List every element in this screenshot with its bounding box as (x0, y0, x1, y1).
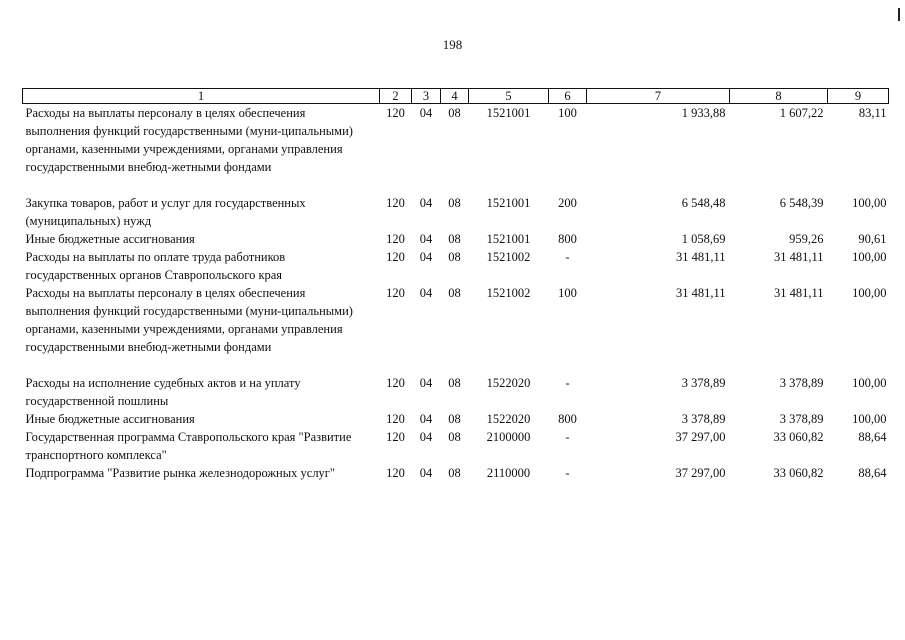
code-cell: 2110000 (486, 466, 531, 480)
code-cell: 04 (419, 286, 433, 300)
expense-description: Расходы на выплаты персоналу в целях обеспечения выполнения функций государственными (муни-ципальными) органами, казенными учреждениями, органами управления государственными внебюд-жетными фондами (25, 286, 353, 354)
code-cell: 1521002 (486, 250, 531, 264)
code-cell: 120 (386, 196, 405, 210)
code-cell: 120 (386, 106, 405, 120)
column-header-7: 7 (587, 89, 730, 104)
code-cell: 1522020 (486, 376, 531, 390)
code-cell: 04 (419, 250, 433, 264)
amount-cell: 1 607,22 (779, 106, 824, 120)
amount-cell: 33 060,82 (773, 430, 824, 444)
expense-description: Расходы на выплаты по оплате труда работников государственных органов Ставропольского края (25, 250, 286, 282)
column-header-6: 6 (549, 89, 587, 104)
code-cell: 08 (448, 196, 461, 210)
code-cell: 120 (386, 232, 405, 246)
amount-cell: 959,26 (789, 232, 824, 246)
code-cell: 1521001 (486, 196, 531, 210)
table-row (23, 428, 889, 464)
code-cell: 120 (386, 286, 405, 300)
amount-cell: 1 058,69 (681, 232, 726, 246)
amount-cell: 3 378,89 (779, 376, 824, 390)
code-cell: 100 (558, 286, 577, 300)
column-header-3: 3 (412, 89, 441, 104)
table-row (23, 104, 889, 195)
code-cell: 120 (386, 430, 405, 444)
percent-cell: 88,64 (858, 466, 887, 480)
table-row (23, 464, 889, 482)
code-cell: 08 (448, 106, 461, 120)
code-cell: 08 (448, 430, 461, 444)
amount-cell: 1 933,88 (681, 106, 726, 120)
table-row (23, 230, 889, 248)
code-cell: 800 (558, 232, 577, 246)
amount-cell: 33 060,82 (773, 466, 824, 480)
percent-cell: 100,00 (852, 412, 887, 426)
code-cell: 08 (448, 286, 461, 300)
budget-table (22, 88, 889, 482)
percent-cell: 100,00 (852, 376, 887, 390)
percent-cell: 88,64 (858, 430, 887, 444)
table-row (23, 374, 889, 410)
code-cell: 100 (558, 106, 577, 120)
code-cell: 04 (419, 196, 433, 210)
code-cell: - (565, 376, 570, 390)
code-cell: - (565, 466, 570, 480)
code-cell: - (565, 250, 570, 264)
expense-description: Иные бюджетные ассигнования (25, 412, 195, 426)
percent-cell: 100,00 (852, 286, 887, 300)
percent-cell: 100,00 (852, 250, 887, 264)
percent-cell: 90,61 (858, 232, 887, 246)
code-cell: 04 (419, 430, 433, 444)
code-cell: 1522020 (486, 412, 531, 426)
expense-description: Закупка товаров, работ и услуг для государственных (муниципальных) нужд (25, 196, 306, 228)
amount-cell: 37 297,00 (675, 430, 726, 444)
amount-cell: 3 378,89 (779, 412, 824, 426)
code-cell: 04 (419, 376, 433, 390)
code-cell: 08 (448, 250, 461, 264)
code-cell: 04 (419, 412, 433, 426)
code-cell: 2100000 (486, 430, 531, 444)
expense-description: Подпрограмма "Развитие рынка железнодорожных услуг" (25, 466, 336, 480)
percent-cell: 100,00 (852, 196, 887, 210)
expense-description: Иные бюджетные ассигнования (25, 232, 195, 246)
code-cell: 04 (419, 232, 433, 246)
code-cell: 08 (448, 232, 461, 246)
column-header-5: 5 (469, 89, 549, 104)
page-number: 198 (442, 37, 463, 52)
code-cell: 08 (448, 466, 461, 480)
code-cell: 120 (386, 466, 405, 480)
table-header-row (23, 89, 889, 104)
percent-cell: 83,11 (858, 106, 887, 120)
code-cell: 08 (448, 412, 461, 426)
table-row (23, 194, 889, 230)
column-header-4: 4 (441, 89, 469, 104)
page-edge-mark (898, 8, 900, 21)
amount-cell: 6 548,48 (681, 196, 726, 210)
expense-description: Расходы на исполнение судебных актов и на уплату государственной пошлины (25, 376, 301, 408)
code-cell: 04 (419, 466, 433, 480)
amount-cell: 3 378,89 (681, 412, 726, 426)
amount-cell: 31 481,11 (773, 286, 824, 300)
code-cell: 08 (448, 376, 461, 390)
code-cell: 1521002 (486, 286, 531, 300)
table-row (23, 248, 889, 284)
expense-description: Расходы на выплаты персоналу в целях обеспечения выполнения функций государственными (муни-ципальными) органами, казенными учреждениями, органами управления государственными внебюд-жетными фондами (25, 106, 353, 174)
amount-cell: 3 378,89 (681, 376, 726, 390)
code-cell: 120 (386, 250, 405, 264)
code-cell: 200 (558, 196, 577, 210)
code-cell: 120 (386, 376, 405, 390)
table-row (23, 410, 889, 428)
table-row (23, 284, 889, 374)
code-cell: 800 (558, 412, 577, 426)
amount-cell: 37 297,00 (675, 466, 726, 480)
amount-cell: 31 481,11 (773, 250, 824, 264)
column-header-2: 2 (380, 89, 412, 104)
code-cell: 04 (419, 106, 433, 120)
amount-cell: 31 481,11 (675, 250, 726, 264)
amount-cell: 6 548,39 (779, 196, 824, 210)
amount-cell: 31 481,11 (675, 286, 726, 300)
column-header-9: 9 (828, 89, 889, 104)
column-header-1: 1 (23, 89, 380, 104)
code-cell: 1521001 (486, 106, 531, 120)
expense-description: Государственная программа Ставропольского края "Развитие транспортного комплекса" (25, 430, 352, 462)
code-cell: - (565, 430, 570, 444)
code-cell: 1521001 (486, 232, 531, 246)
code-cell: 120 (386, 412, 405, 426)
column-header-8: 8 (730, 89, 828, 104)
